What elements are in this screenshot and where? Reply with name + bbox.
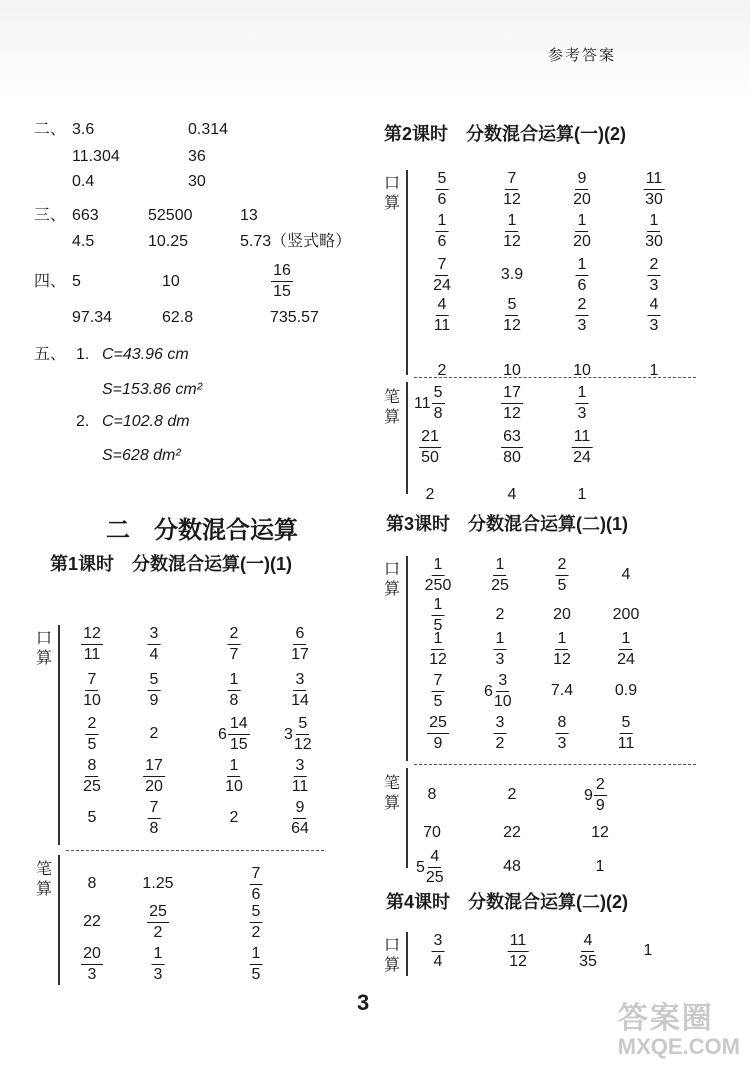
answer-fraction [228, 671, 241, 710]
answer-fraction [572, 428, 593, 467]
answer-fraction [503, 212, 521, 251]
numerator: 17 [501, 384, 523, 404]
numerator: 1 [494, 556, 507, 576]
answer-fraction [573, 212, 591, 251]
numerator: 1 [432, 596, 445, 616]
denominator: 14 [291, 692, 309, 709]
numerator: 3 [494, 714, 507, 734]
numerator: 4 [436, 296, 449, 316]
numerator: 7 [506, 170, 519, 190]
answer-fraction [553, 630, 571, 669]
denominator: 12 [503, 317, 521, 334]
denominator: 30 [645, 191, 663, 208]
answer: 22 [503, 824, 521, 841]
answer-mixed-number [414, 384, 445, 423]
denominator: 3 [153, 966, 163, 983]
answer-mixed-number [584, 776, 607, 815]
answer-fraction [494, 630, 507, 669]
denominator: 12 [429, 651, 447, 668]
kousuan-label: 口 算 [383, 175, 400, 212]
numerator: 25 [147, 903, 169, 923]
section-divider [414, 764, 696, 765]
answer-fraction [86, 715, 99, 754]
numerator: 4 [582, 932, 595, 952]
denominator: 8 [433, 405, 443, 422]
answer: 30 [188, 173, 206, 190]
numerator: 2 [594, 776, 607, 796]
denominator: 20 [573, 233, 591, 250]
denominator: 35 [579, 953, 597, 970]
answer: 1 [643, 942, 653, 959]
numerator: 4 [648, 296, 661, 316]
column-rule [406, 556, 408, 761]
lesson2-title: 第2课时 分数混合运算(一)(2) [384, 124, 626, 144]
denominator: 2 [495, 735, 505, 752]
answer-fraction [228, 715, 250, 754]
answer-fraction [644, 170, 665, 209]
numerator: 1 [576, 256, 589, 276]
denominator: 6 [437, 233, 447, 250]
answer-fraction [508, 932, 529, 971]
answer: 10 [573, 362, 591, 379]
numerator: 21 [419, 428, 441, 448]
answer-fraction [83, 671, 101, 710]
denominator: 250 [424, 577, 452, 594]
denominator: 25 [425, 869, 444, 886]
answer-fraction [648, 296, 661, 335]
numerator: 25 [427, 714, 449, 734]
answer-fraction [576, 384, 589, 423]
answer-fraction [148, 799, 161, 838]
answer-fraction [494, 714, 507, 753]
denominator: 7 [229, 646, 239, 663]
answer: 1 [649, 362, 659, 379]
answer: 4 [621, 566, 631, 583]
numerator: 1 [250, 945, 263, 965]
denominator: 12 [503, 405, 521, 422]
denominator: 3 [577, 405, 587, 422]
answer-fraction [433, 256, 451, 295]
watermark: 答案圈 MXQE.COM [617, 1002, 740, 1059]
numerator: 7 [250, 865, 263, 885]
bisuan-label: 笔 算 [35, 861, 52, 898]
denominator: 4 [433, 953, 443, 970]
whole-part: 11 [414, 394, 431, 412]
answer: 10 [503, 362, 521, 379]
header-band [0, 0, 750, 100]
answer: 1.25 [142, 875, 174, 892]
answer: 5 [72, 273, 81, 290]
answer: 2 [425, 486, 435, 503]
answer: C=43.96 cm [102, 346, 189, 363]
section-mark: 四、 [34, 273, 67, 290]
answer-fraction [618, 714, 635, 753]
section-mark: 二、 [34, 121, 67, 138]
answer-fraction [148, 625, 161, 664]
whole-part: 6 [218, 725, 227, 743]
denominator: 8 [229, 692, 239, 709]
numerator: 11 [572, 428, 593, 448]
bisuan-label: 笔 算 [383, 389, 400, 426]
answer-fraction [148, 671, 161, 710]
numerator: 2 [556, 556, 569, 576]
answer: 663 [72, 207, 99, 224]
denominator: 80 [503, 449, 521, 466]
numerator: 7 [432, 672, 445, 692]
denominator: 20 [145, 778, 163, 795]
column-rule [406, 768, 408, 868]
answer: 12 [591, 824, 609, 841]
numerator: 8 [86, 757, 99, 777]
answer-fraction [81, 945, 103, 984]
denominator: 10 [225, 778, 243, 795]
answer: 10 [162, 273, 180, 290]
denominator: 30 [645, 233, 663, 250]
answer-fraction [501, 428, 523, 467]
denominator: 3 [495, 651, 505, 668]
numerator: 63 [501, 428, 523, 448]
lesson1-title: 第1课时 分数混合运算(一)(1) [50, 554, 292, 574]
numerator: 3 [148, 625, 161, 645]
kousuan-label: 口 算 [383, 561, 400, 598]
answer-fraction [291, 799, 309, 838]
denominator: 12 [509, 953, 527, 970]
answer-fraction [250, 903, 263, 942]
answer: 8 [87, 875, 97, 892]
denominator: 17 [291, 646, 309, 663]
denominator: 25 [83, 778, 101, 795]
header-label: 参考答案 [548, 47, 617, 64]
numerator: 5 [620, 714, 633, 734]
answer-fraction [645, 212, 663, 251]
numerator: 20 [81, 945, 103, 965]
item-number: 2. [76, 413, 90, 430]
answer: 11.304 [72, 148, 120, 165]
answer: S=628 dm² [102, 447, 181, 464]
answer-fraction [432, 932, 445, 971]
answer: 7.4 [550, 682, 574, 699]
answer-fraction [147, 903, 169, 942]
lesson4-answers [382, 932, 702, 982]
numerator: 2 [576, 296, 589, 316]
answer: C=102.8 dm [102, 413, 190, 430]
denominator: 3 [577, 317, 587, 334]
numerator: 1 [576, 212, 589, 232]
answer-fraction [427, 714, 449, 753]
numerator: 3 [294, 671, 307, 691]
answer: 2 [149, 725, 159, 742]
answer-fraction [291, 625, 309, 664]
answer-fraction [152, 945, 165, 984]
answer: 4.5 [72, 233, 95, 250]
lesson3-answers [382, 556, 702, 886]
column-rule [58, 625, 60, 845]
answer: 2 [495, 606, 505, 623]
denominator: 8 [149, 820, 159, 837]
numerator: 1 [228, 757, 241, 777]
numerator: 5 [296, 715, 309, 735]
answer-fraction [579, 932, 597, 971]
answer-fraction [576, 256, 589, 295]
whole-part: 3 [284, 725, 293, 743]
answer: 735.57 [270, 309, 319, 326]
bisuan-label: 笔 算 [383, 775, 400, 812]
denominator: 9 [149, 692, 159, 709]
column-rule [406, 382, 408, 494]
kousuan-label: 口 算 [35, 630, 52, 667]
answer: 8 [427, 786, 437, 803]
denominator: 9 [595, 797, 605, 814]
whole-part: 9 [584, 786, 593, 804]
denominator: 3 [557, 735, 567, 752]
denominator: 6 [251, 886, 261, 903]
answer-fraction [429, 630, 447, 669]
numerator: 2 [648, 256, 661, 276]
numerator: 8 [556, 714, 569, 734]
answer-fraction [503, 170, 521, 209]
answer-fraction [434, 296, 451, 335]
denominator: 25 [491, 577, 509, 594]
section-mark: 五、 [34, 346, 67, 363]
denominator: 12 [503, 191, 521, 208]
numerator: 14 [228, 715, 250, 735]
answer-fraction: $\frac{16}{15}$ [273, 262, 291, 300]
numerator: 12 [81, 625, 103, 645]
denominator: 12 [553, 651, 571, 668]
denominator: 11 [433, 317, 451, 334]
numerator: 5 [506, 296, 519, 316]
numerator: 1 [432, 630, 445, 650]
answer: 48 [503, 858, 521, 875]
answer: 3.6 [72, 121, 95, 138]
numerator: 1 [436, 212, 449, 232]
answer: 22 [83, 913, 101, 930]
column-rule [406, 170, 408, 375]
answer-fraction [556, 714, 569, 753]
answer-fraction [576, 296, 589, 335]
answer: 36 [188, 148, 206, 165]
answer-fraction [419, 428, 441, 467]
numerator: 3 [496, 672, 509, 692]
answer: 0.9 [614, 682, 638, 699]
answer: 1 [577, 486, 587, 503]
denominator: 10 [83, 692, 101, 709]
page-number: 3 [357, 990, 370, 1015]
whole-part: 6 [484, 682, 493, 700]
numerator: 3 [432, 932, 445, 952]
denominator: 10 [493, 693, 512, 710]
denominator: 15 [229, 736, 248, 753]
answer-fraction [501, 384, 523, 423]
numerator: 5 [148, 671, 161, 691]
answer: 10.25 [148, 233, 189, 250]
denominator: 5 [433, 617, 443, 634]
numerator: 1 [432, 556, 445, 576]
lesson2-answers [382, 170, 702, 503]
answer-fraction [503, 296, 521, 335]
numerator: 5 [436, 170, 449, 190]
numerator: 1 [556, 630, 569, 650]
answer: S=153.86 cm² [102, 381, 203, 398]
denominator: 24 [573, 449, 591, 466]
lesson3-title: 第3课时 分数混合运算(二)(1) [386, 514, 628, 534]
answer-mixed-number [218, 715, 250, 754]
answer: 1 [595, 858, 605, 875]
numerator: 2 [86, 715, 99, 735]
denominator: 24 [617, 651, 635, 668]
kousuan-label: 口 算 [383, 937, 400, 974]
answer: 200 [612, 606, 640, 623]
answer-fraction [292, 757, 309, 796]
answer-fraction [228, 625, 241, 664]
unit-title: 二 分数混合运算 [106, 517, 298, 544]
answer: 97.34 [72, 309, 113, 326]
denominator: 5 [557, 577, 567, 594]
denominator: 4 [149, 646, 159, 663]
numerator: 1 [576, 384, 589, 404]
answer: 13 [240, 207, 258, 224]
answer-fraction [225, 757, 243, 796]
answer-mixed-number [284, 715, 312, 754]
denominator: 11 [617, 735, 635, 752]
denominator: 3 [649, 277, 659, 294]
answer-fraction [556, 556, 569, 595]
answer: 5.73（竖式略） [240, 233, 352, 250]
answer-fraction [426, 848, 444, 887]
answer-fraction [250, 945, 263, 984]
column-rule [406, 932, 408, 976]
answer-fraction [594, 776, 607, 815]
answer: 0.314 [188, 121, 229, 138]
denominator: 5 [87, 736, 97, 753]
denominator: 5 [433, 693, 443, 710]
denominator: 2 [251, 924, 261, 941]
denominator: 2 [153, 924, 163, 941]
answer: 2 [507, 786, 517, 803]
numerator: 1 [620, 630, 633, 650]
answer-fraction [494, 672, 512, 711]
answer-fraction [83, 757, 101, 796]
numerator: 4 [428, 848, 441, 868]
answer-fraction [143, 757, 165, 796]
answer-fraction [250, 865, 263, 904]
answer-fraction [425, 556, 452, 595]
answer: 0.4 [72, 173, 95, 190]
answer: 20 [553, 606, 571, 623]
column-rule [58, 855, 60, 985]
answer: 5 [87, 809, 97, 826]
answer-mixed-number [484, 672, 512, 711]
numerator: 1 [506, 212, 519, 232]
numerator: 7 [86, 671, 99, 691]
numerator: 1 [152, 945, 165, 965]
denominator: 64 [291, 820, 309, 837]
item-number: 1. [76, 346, 90, 363]
answer-fraction [648, 256, 661, 295]
numerator: 9 [294, 799, 307, 819]
numerator: 5 [432, 384, 445, 404]
whole-part: 5 [416, 858, 425, 876]
answer-fraction [617, 630, 635, 669]
answer: 2 [229, 809, 239, 826]
numerator: 11 [644, 170, 665, 190]
numerator: 5 [250, 903, 263, 923]
numerator: 1 [228, 671, 241, 691]
answer-fraction [432, 672, 445, 711]
answer: 52500 [148, 207, 193, 224]
answer-fraction [291, 671, 309, 710]
denominator: 3 [87, 966, 97, 983]
denominator: 6 [437, 191, 447, 208]
answer: 3.9 [500, 266, 524, 283]
numerator: 17 [143, 757, 165, 777]
answer-fraction [81, 625, 103, 664]
numerator: 7 [148, 799, 161, 819]
answer-fraction [436, 170, 449, 209]
answer-fraction [491, 556, 509, 595]
answer-fraction [294, 715, 312, 754]
denominator: 11 [291, 778, 309, 795]
numerator: 1 [648, 212, 661, 232]
answer: 62.8 [162, 309, 194, 326]
denominator: 24 [433, 277, 451, 294]
answer-fraction [573, 170, 591, 209]
denominator: 20 [573, 191, 591, 208]
numerator: 11 [508, 932, 529, 952]
answer-fraction [436, 212, 449, 251]
denominator: 5 [251, 966, 261, 983]
denominator: 12 [293, 736, 312, 753]
lesson1-answers [34, 625, 334, 1005]
denominator: 11 [83, 646, 101, 663]
denominator: 3 [649, 317, 659, 334]
answer: 2 [437, 362, 447, 379]
numerator: 6 [294, 625, 307, 645]
lesson4-title: 第4课时 分数混合运算(二)(2) [386, 892, 628, 912]
section-mark: 三、 [34, 207, 67, 224]
answer: 4 [507, 486, 517, 503]
denominator: 50 [421, 449, 439, 466]
numerator: 1 [494, 630, 507, 650]
numerator: 3 [294, 757, 307, 777]
numerator: 9 [576, 170, 589, 190]
section-divider [66, 850, 324, 851]
numerator: 2 [228, 625, 241, 645]
answer-mixed-number [416, 848, 444, 887]
answer: 70 [423, 824, 441, 841]
denominator: 9 [433, 735, 443, 752]
answer-fraction [432, 384, 445, 423]
denominator: 12 [503, 233, 521, 250]
denominator: 6 [577, 277, 587, 294]
numerator: 7 [436, 256, 449, 276]
